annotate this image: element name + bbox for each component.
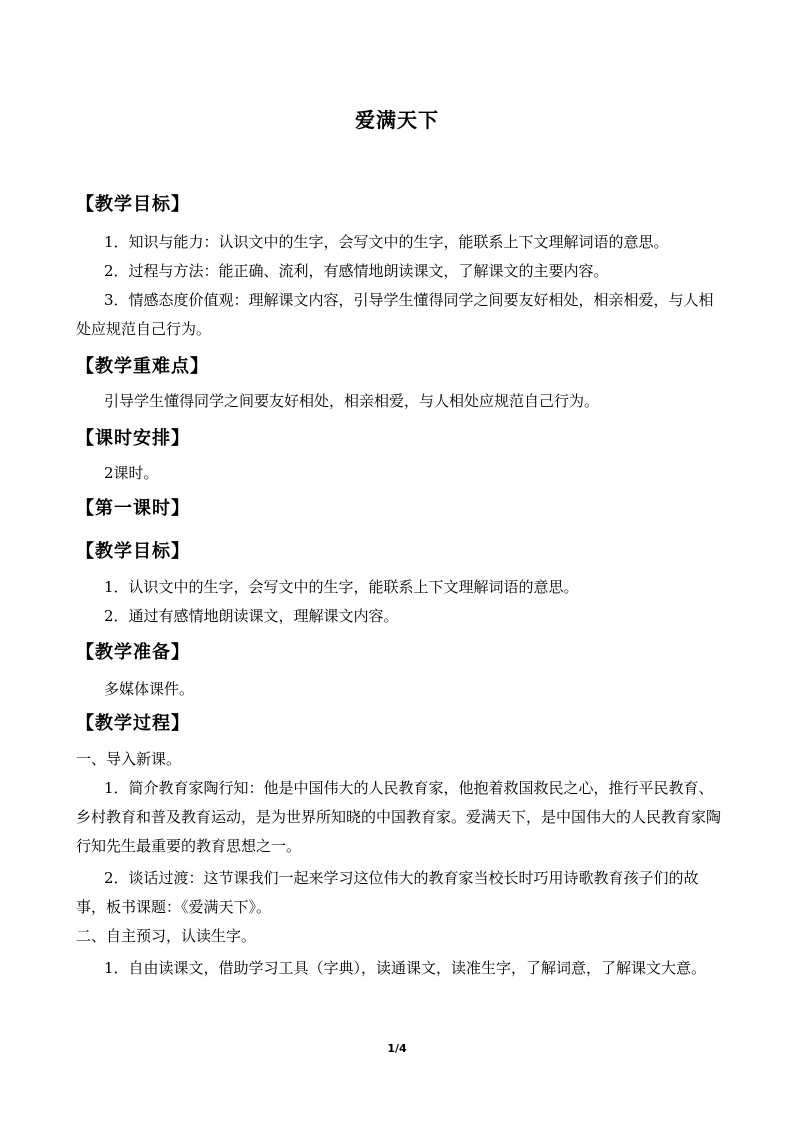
heading-teaching-goals: 【教学目标】 — [76, 194, 190, 215]
goal2-1: 1．认识文中的生字，会写文中的生字，能联系上下文理解词语的意思。 — [104, 578, 579, 596]
heading-process: 【教学过程】 — [76, 713, 190, 734]
page-title: 爱满天下 — [355, 108, 439, 132]
step-1-1: 1．简介教育家陶行知：他是中国伟大的人民教育家，他抱着救国救民之心，推行平民教育、乡村教育和普及教育运动，是为世界所知晓的中国教育家。爱满天下，是中国伟大的人民教育家陶行知先生最重要的教育思想之一。 — [76, 779, 722, 855]
heading-key-points: 【教学重难点】 — [76, 356, 209, 377]
goal-3: 3．情感态度价值观：理解课文内容，引导学生懂得同学之间要友好相处，相亲相爱，与人相处应规范自己行为。 — [76, 291, 714, 338]
goal-2: 2．过程与方法：能正确、流利，有感情地朗读课文，了解课文的主要内容。 — [104, 262, 609, 280]
heading-preparation: 【教学准备】 — [76, 642, 190, 663]
heading-first-lesson: 【第一课时】 — [76, 498, 190, 519]
step-2-1: 1．自由读课文，借助学习工具（字典），读通课文，读准生字，了解词意，了解课文大意。 — [104, 959, 707, 977]
step-2: 二、自主预习，认读生字。 — [76, 927, 257, 945]
step-1: 一、导入新课。 — [76, 750, 182, 768]
heading-teaching-goals-2: 【教学目标】 — [76, 541, 190, 562]
key-points-text: 引导学生懂得同学之间要友好相处，相亲相爱，与人相处应规范自己行为。 — [104, 392, 600, 410]
step-1-2: 2．谈话过渡：这节课我们一起来学习这位伟大的教育家当校长时巧用诗歌教育孩子们的故事，板书课题：《爱满天下》。 — [76, 869, 699, 916]
goal2-2: 2．通过有感情地朗读课文，理解课文内容。 — [104, 607, 399, 625]
preparation-text: 多媒体课件。 — [104, 680, 195, 698]
heading-schedule: 【课时安排】 — [76, 428, 190, 449]
schedule-text: 2课时。 — [104, 464, 159, 482]
goal-1: 1．知识与能力：认识文中的生字，会写文中的生字，能联系上下文理解词语的意思。 — [104, 233, 669, 251]
page-number: 1/4 — [387, 1042, 407, 1055]
